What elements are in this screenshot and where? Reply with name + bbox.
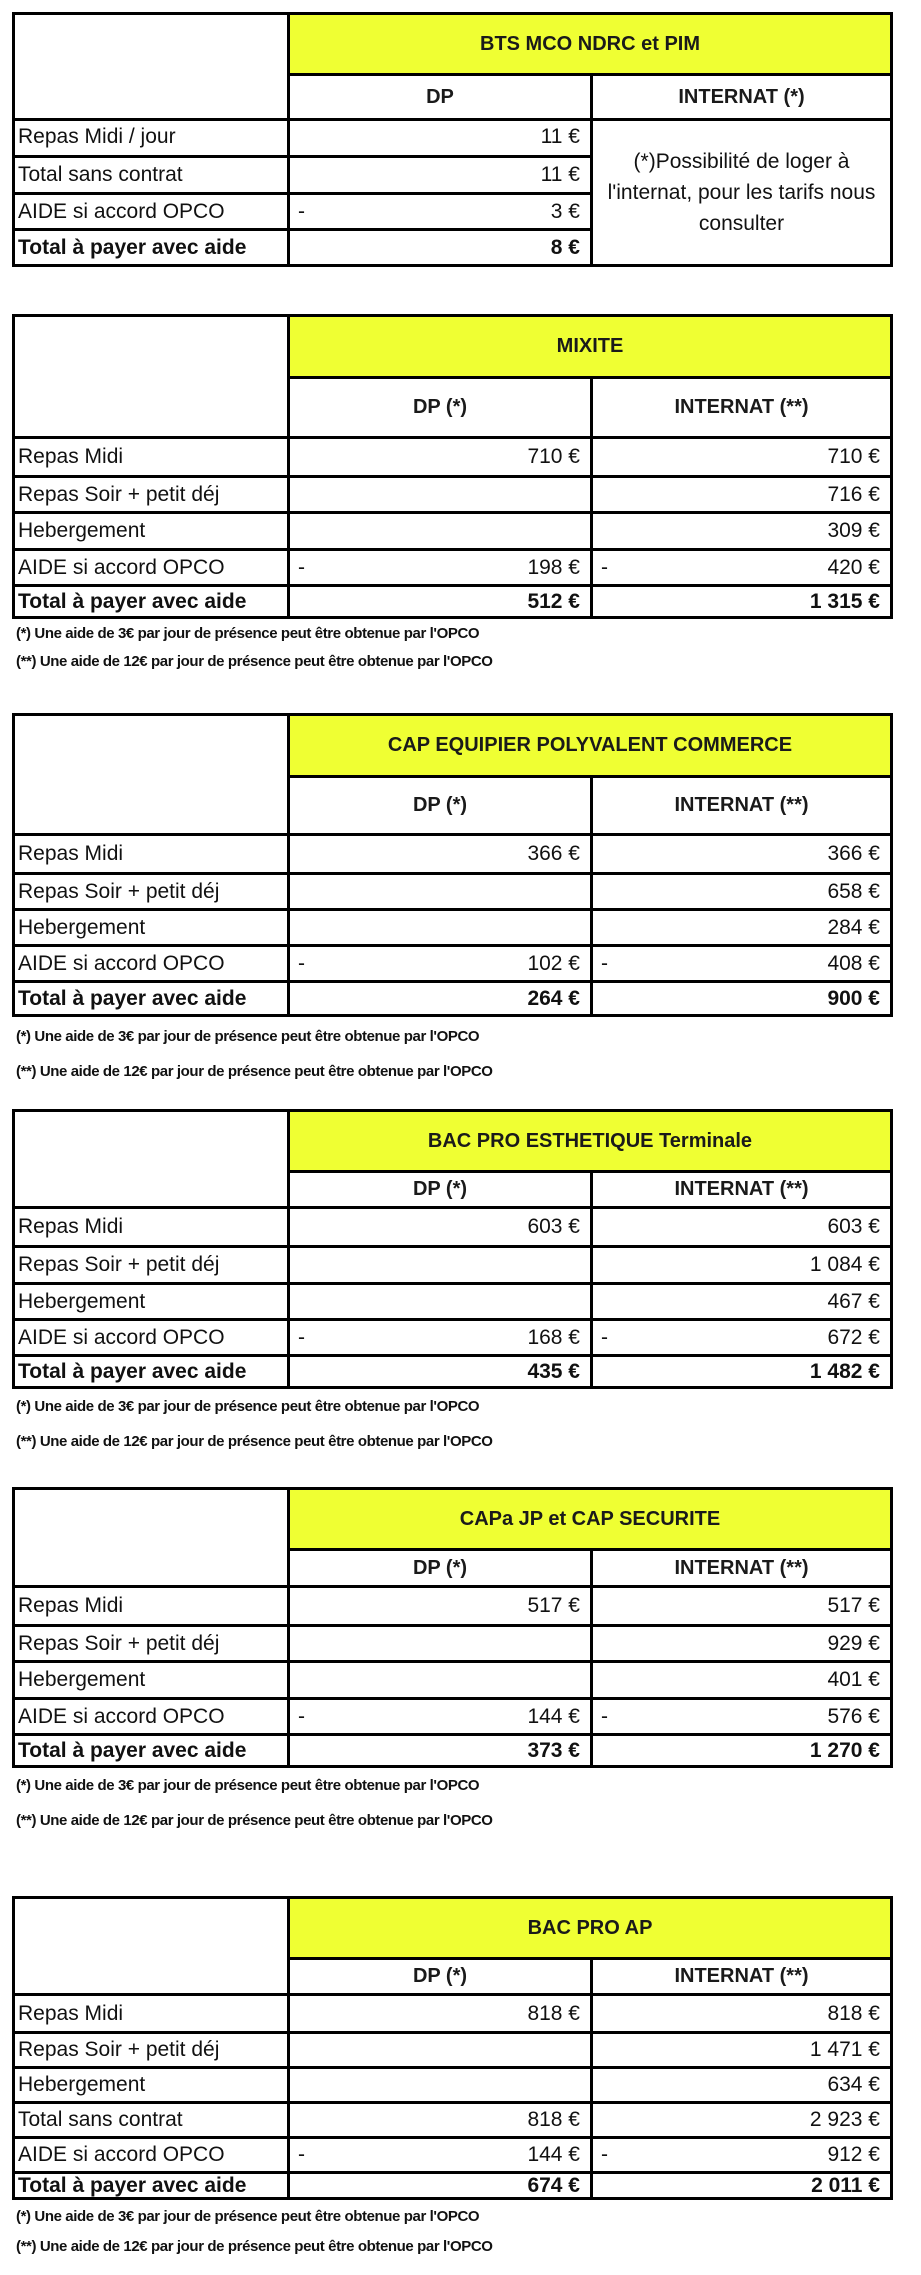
column-header-internat: INTERNAT (**) <box>593 379 890 439</box>
internat-value <box>593 1321 890 1354</box>
row-label: Total à payer avec aide <box>15 587 290 616</box>
table-title: BTS MCO NDRC et PIM <box>290 15 890 76</box>
dp-value <box>290 1627 593 1660</box>
dp-value <box>290 875 593 908</box>
column-header-internat: INTERNAT (**) <box>593 1551 890 1588</box>
internat-note: (*)Possibilité de loger à l'internat, pour les tarifs nous consulter <box>593 121 890 264</box>
column-header-internat: INTERNAT (**) <box>593 1960 890 1996</box>
internat-value <box>593 551 890 584</box>
internat-amount: 912 € <box>827 2143 880 2166</box>
row-label: AIDE si accord OPCO <box>15 2139 290 2171</box>
internat-amount: 576 € <box>827 1704 880 1728</box>
table-row-total <box>15 980 890 1014</box>
row-label: Hebergement <box>15 1285 290 1318</box>
table-corner-blank <box>15 716 290 836</box>
row-label: Repas Soir + petit déj <box>15 1627 290 1660</box>
table-row <box>15 836 890 872</box>
footnote-dp: (*) Une aide de 3€ par jour de présence peut être obtenue par l'OPCO <box>16 625 480 642</box>
table-row <box>15 1660 890 1697</box>
internat-value: 716 € <box>827 482 880 506</box>
dp-value <box>290 911 593 944</box>
minus-sign: - <box>298 1704 305 1728</box>
minus-sign: - <box>601 555 608 579</box>
dp-total: 373 € <box>290 1736 593 1765</box>
dp-amount: 102 € <box>527 951 580 975</box>
column-header-internat: INTERNAT (**) <box>593 1173 890 1209</box>
column-header-dp: DP (*) <box>290 778 593 836</box>
internat-total: 900 € <box>827 986 880 1010</box>
row-label: Hebergement <box>15 514 290 548</box>
internat-value: 2 923 € <box>809 2108 880 2131</box>
tariff-table-bts-mco <box>12 12 893 267</box>
row-label: Repas Midi <box>15 439 290 475</box>
row-label: Total à payer avec aide <box>15 983 290 1014</box>
table-row <box>15 2101 890 2136</box>
row-label: Repas Soir + petit déj <box>15 875 290 908</box>
internat-value: 284 € <box>827 915 880 939</box>
table-corner-blank <box>15 1490 290 1588</box>
internat-value: 818 € <box>827 2001 880 2025</box>
table-row-total <box>15 2171 890 2197</box>
row-label: Repas Midi <box>15 1996 290 2031</box>
table-row <box>15 475 890 511</box>
internat-value <box>593 2139 890 2171</box>
internat-value: 467 € <box>827 1289 880 1313</box>
table-row <box>15 1282 890 1318</box>
dp-value: 366 € <box>290 836 593 872</box>
row-label: AIDE si accord OPCO <box>15 1700 290 1733</box>
dp-total: 512 € <box>290 587 593 616</box>
dp-total: 435 € <box>290 1357 593 1386</box>
internat-value: 517 € <box>827 1594 880 1617</box>
tariff-table-bac-pro-ap <box>12 1896 893 2200</box>
dp-value: 603 € <box>290 1209 593 1245</box>
dp-amount: 144 € <box>527 1704 580 1728</box>
table-row <box>15 1245 890 1282</box>
dp-value <box>290 551 593 584</box>
minus-sign: - <box>298 1325 305 1349</box>
row-label: Total à payer avec aide <box>15 231 290 264</box>
minus-sign: - <box>298 199 305 223</box>
table-row <box>15 2031 890 2066</box>
footnote-dp: (*) Une aide de 3€ par jour de présence peut être obtenue par l'OPCO <box>16 1398 480 1415</box>
dp-value <box>290 1663 593 1697</box>
internat-total: 1 270 € <box>809 1738 880 1762</box>
table-row <box>15 2136 890 2171</box>
internat-value: 401 € <box>827 1668 880 1691</box>
column-header-dp: DP (*) <box>290 379 593 439</box>
row-label: Repas Soir + petit déj <box>15 2034 290 2066</box>
dp-value <box>290 2034 593 2066</box>
row-label: Repas Midi / jour <box>15 118 290 155</box>
row-label: Hebergement <box>15 911 290 944</box>
column-header-internat: INTERNAT (*) <box>593 76 890 121</box>
internat-value: 309 € <box>827 519 880 542</box>
tariff-table-mixite <box>12 314 893 619</box>
table-row <box>15 439 890 475</box>
minus-sign: - <box>298 555 305 579</box>
table-title: CAPa JP et CAP SECURITE <box>290 1490 890 1551</box>
dp-value: 517 € <box>290 1588 593 1624</box>
row-label: Hebergement <box>15 2069 290 2101</box>
row-label: Total à payer avec aide <box>15 2174 290 2197</box>
dp-value: 710 € <box>290 439 593 475</box>
row-label: Repas Midi <box>15 836 290 872</box>
tariff-table-bac-pro-esthetique <box>12 1109 893 1389</box>
dp-value: 11 € <box>290 118 593 155</box>
dp-total: 8 € <box>290 231 593 264</box>
table-row <box>15 908 890 944</box>
table-row <box>15 1996 890 2031</box>
row-label: Repas Soir + petit déj <box>15 1248 290 1282</box>
internat-value: 603 € <box>827 1215 880 1238</box>
footnote-internat: (**) Une aide de 12€ par jour de présence peut être obtenue par l'OPCO <box>16 1812 493 1829</box>
minus-sign: - <box>601 2143 608 2166</box>
footnote-dp: (*) Une aide de 3€ par jour de présence peut être obtenue par l'OPCO <box>16 1777 480 1794</box>
dp-value <box>290 2139 593 2171</box>
minus-sign: - <box>601 1704 608 1728</box>
table-corner-blank <box>15 317 290 439</box>
footnote-internat: (**) Une aide de 12€ par jour de présence peut être obtenue par l'OPCO <box>16 653 493 670</box>
table-row <box>15 511 890 548</box>
row-label: Hebergement <box>15 1663 290 1697</box>
internat-amount: 420 € <box>827 555 880 579</box>
table-title: BAC PRO AP <box>290 1899 890 1960</box>
table-row <box>15 1588 890 1624</box>
dp-value: 818 € <box>290 1996 593 2031</box>
column-header-dp: DP (*) <box>290 1173 593 1209</box>
internat-value: 929 € <box>827 1631 880 1655</box>
dp-total: 264 € <box>290 983 593 1014</box>
table-row <box>15 944 890 980</box>
dp-amount: 168 € <box>527 1325 580 1349</box>
dp-value <box>290 478 593 511</box>
row-label: Total à payer avec aide <box>15 1357 290 1386</box>
table-title: BAC PRO ESTHETIQUE Terminale <box>290 1112 890 1173</box>
row-label: Repas Midi <box>15 1209 290 1245</box>
dp-value <box>290 2069 593 2101</box>
table-title: CAP EQUIPIER POLYVALENT COMMERCE <box>290 716 890 778</box>
internat-value: 1 084 € <box>809 1253 880 1276</box>
dp-value <box>290 1700 593 1733</box>
internat-value: 658 € <box>827 879 880 903</box>
tariff-table-cap-equipier <box>12 713 893 1017</box>
dp-value <box>290 1321 593 1354</box>
column-header-dp: DP <box>290 76 593 121</box>
internat-value: 634 € <box>827 2073 880 2096</box>
internat-value: 1 471 € <box>809 2038 880 2061</box>
table-row <box>15 872 890 908</box>
row-label: Total sans contrat <box>15 158 290 192</box>
dp-amount: 144 € <box>527 2143 580 2166</box>
dp-value <box>290 195 593 228</box>
footnote-internat: (**) Une aide de 12€ par jour de présence peut être obtenue par l'OPCO <box>16 1433 493 1450</box>
table-row-total <box>15 1354 890 1386</box>
minus-sign: - <box>298 2143 305 2166</box>
minus-sign: - <box>601 1325 608 1349</box>
internat-amount: 408 € <box>827 951 880 975</box>
footnote-dp: (*) Une aide de 3€ par jour de présence peut être obtenue par l'OPCO <box>16 1028 480 1045</box>
table-corner-blank <box>15 15 290 121</box>
table-row <box>15 1318 890 1354</box>
table-title: MIXITE <box>290 317 890 379</box>
row-label: Repas Soir + petit déj <box>15 478 290 511</box>
internat-total: 2 011 € <box>811 2173 880 2197</box>
minus-sign: - <box>601 951 608 975</box>
table-row <box>15 1624 890 1660</box>
dp-total: 674 € <box>290 2174 593 2197</box>
dp-amount: 3 € <box>550 199 580 223</box>
minus-sign: - <box>298 951 305 975</box>
footnote-internat: (**) Une aide de 12€ par jour de présence peut être obtenue par l'OPCO <box>16 1063 493 1080</box>
internat-value: 710 € <box>827 445 880 468</box>
table-row-total <box>15 584 890 616</box>
row-label: AIDE si accord OPCO <box>15 551 290 584</box>
dp-value <box>290 514 593 548</box>
dp-value <box>290 1285 593 1318</box>
dp-value <box>290 947 593 980</box>
dp-value <box>290 1248 593 1282</box>
footnote-internat: (**) Une aide de 12€ par jour de présence peut être obtenue par l'OPCO <box>16 2238 493 2255</box>
dp-amount: 198 € <box>527 555 580 579</box>
row-label: Repas Midi <box>15 1588 290 1624</box>
dp-value: 818 € <box>290 2104 593 2136</box>
column-header-dp: DP (*) <box>290 1551 593 1588</box>
footnote-dp: (*) Une aide de 3€ par jour de présence peut être obtenue par l'OPCO <box>16 2208 480 2225</box>
table-row <box>15 2066 890 2101</box>
row-label: AIDE si accord OPCO <box>15 1321 290 1354</box>
internat-total: 1 482 € <box>809 1359 880 1383</box>
internat-amount: 672 € <box>827 1325 880 1349</box>
internat-total: 1 315 € <box>809 589 880 613</box>
row-label: AIDE si accord OPCO <box>15 195 290 228</box>
row-label: AIDE si accord OPCO <box>15 947 290 980</box>
internat-value: 366 € <box>827 842 880 865</box>
table-corner-blank <box>15 1112 290 1209</box>
table-row-total <box>15 1733 890 1765</box>
tariff-table-capa-jp-securite <box>12 1487 893 1768</box>
internat-value <box>593 947 890 980</box>
table-row <box>15 548 890 584</box>
table-row <box>15 1209 890 1245</box>
table-corner-blank <box>15 1899 290 1996</box>
column-header-dp: DP (*) <box>290 1960 593 1996</box>
column-header-internat: INTERNAT (**) <box>593 778 890 836</box>
dp-value: 11 € <box>290 158 593 192</box>
internat-value <box>593 1700 890 1733</box>
table-row <box>15 1697 890 1733</box>
row-label: Total sans contrat <box>15 2104 290 2136</box>
row-label: Total à payer avec aide <box>15 1736 290 1765</box>
